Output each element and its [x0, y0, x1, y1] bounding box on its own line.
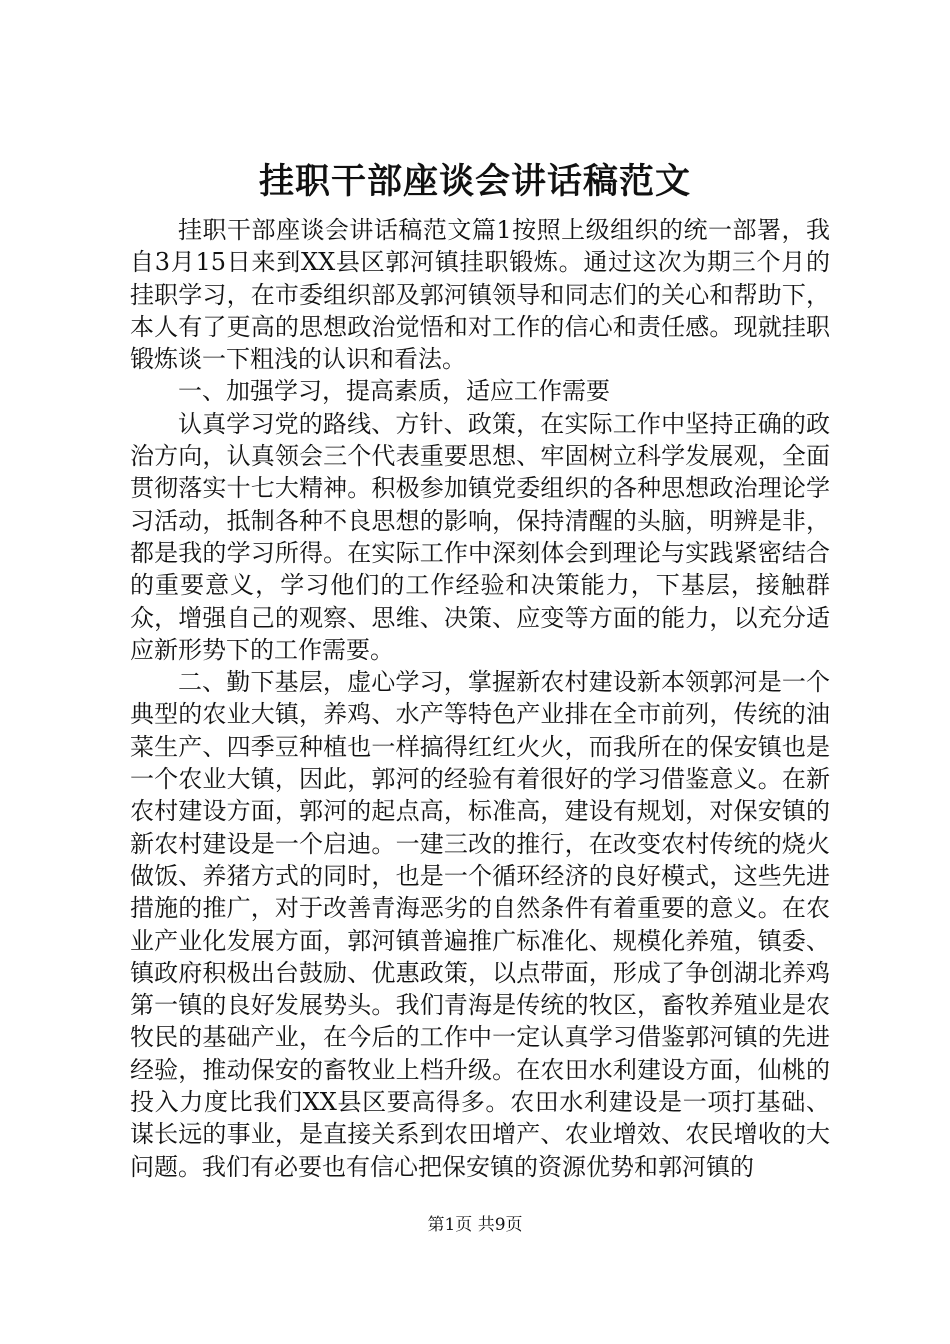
section-heading-1: 一、加强学习，提高素质，适应工作需要	[178, 377, 610, 406]
paragraph-intro: 挂职干部座谈会讲话稿范文篇1按照上级组织的统一部署，我自3月15日来到XX县区郭河镇挂职锻炼。通过这次为期三个月的挂职学习，在市委组织部及郭河镇领导和同志们的关心和帮助下，本人有了更高的思想政治觉悟和对工作的信心和责任感。现就挂职锻炼谈一下粗浅的认识和看法。	[130, 216, 830, 374]
document-body	[130, 214, 830, 1183]
paragraph-section-1: 认真学习党的路线、方针、政策，在实际工作中坚持正确的政治方向，认真领会三个代表重要思想、牢固树立科学发展观，全面贯彻落实十七大精神。积极参加镇党委组织的各种思想政治理论学习活动，抵制各种不良思想的影响，保持清醒的头脑，明辨是非，都是我的学习所得。在实际工作中深刻体会到理论与实践紧密结合的重要意义，学习他们的工作经验和决策能力，下基层，接触群众，增强自己的观察、思维、决策、应变等方面的能力，以充分适应新形势下的工作需要。	[130, 409, 830, 664]
page-number-footer: 第1页 共9页	[427, 1215, 523, 1235]
document-title: 挂职干部座谈会讲话稿范文	[258, 161, 691, 202]
paragraph-section-2: 二、勤下基层，虚心学习，掌握新农村建设新本领郭河是一个典型的农业大镇，养鸡、水产等特色产业排在全市前列，传统的油菜生产、四季豆种植也一样搞得红红火火，而我所在的保安镇也是一个农业大镇，因此，郭河的经验有着很好的学习借鉴意义。在新农村建设方面，郭河的起点高，标准高，建设有规划，对保安镇的新农村建设是一个启迪。一建三改的推行，在改变农村传统的烧火做饭、养猪方式的同时，也是一个循环经济的良好模式，这些先进措施的推广，对于改善青海恶劣的自然条件有着重要的意义。在农业产业化发展方面，郭河镇普遍推广标准化、规模化养殖，镇委、镇政府积极出台鼓励、优惠政策，以点带面，形成了争创湖北养鸡第一镇的良好发展势头。我们青海是传统的牧区，畜牧养殖业是农牧民的基础产业，在今后的工作中一定认真学习借鉴郭河镇的先进经验，推动保安的畜牧业上档升级。在农田水利建设方面，仙桃的投入力度比我们XX县区要高得多。农田水利建设是一项打基础、谋长远的事业，是直接关系到农田增产、农业增效、农民增收的大问题。我们有必要也有信心把保安镇的资源优势和郭河镇的	[130, 668, 830, 1181]
